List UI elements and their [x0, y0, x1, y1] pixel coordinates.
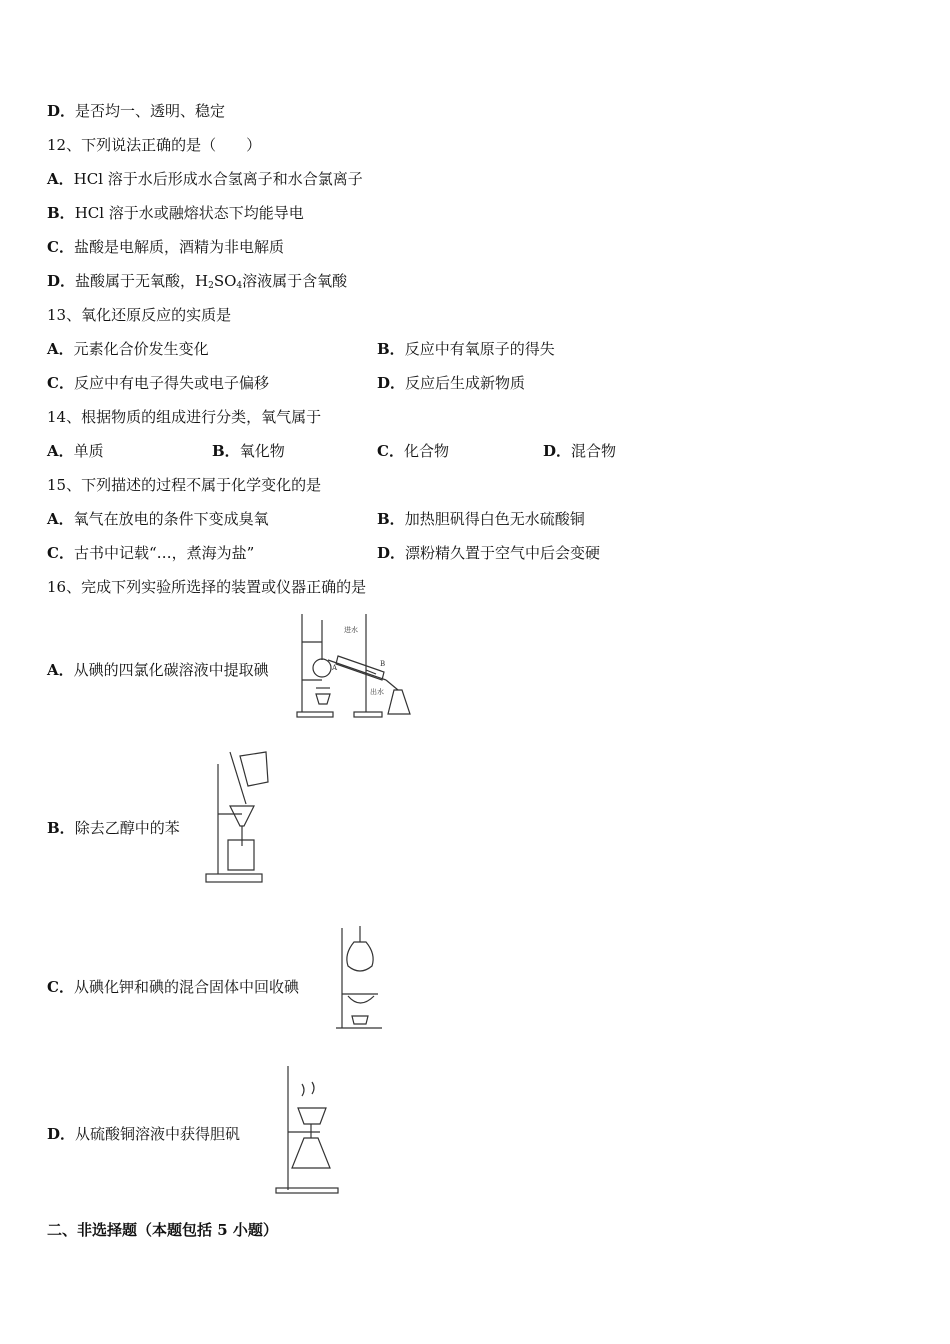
pouring-beaker	[240, 752, 268, 786]
option-label: B．	[47, 204, 75, 222]
funnel	[230, 806, 254, 826]
option-text: 盐酸是电解质，酒精为非电解质	[73, 238, 284, 256]
option-text: HCl 溶于水或融熔状态下均能导电	[74, 204, 304, 222]
option-text: 加热胆矾得白色无水硫酸铜	[404, 510, 585, 528]
option-text: 氧气在放电的条件下变成臭氧	[73, 510, 269, 528]
option-text: 单质	[73, 442, 104, 460]
q14-option-a	[47, 441, 104, 461]
option-label: D．	[543, 442, 572, 460]
option-label: D．	[377, 544, 406, 562]
q13-option-c	[47, 373, 269, 393]
q16-option-b	[47, 818, 180, 838]
option-label: C．	[47, 374, 74, 392]
option-label: B．	[47, 819, 75, 837]
stand-base	[276, 1188, 338, 1193]
option-label: A．	[47, 170, 74, 188]
q13-stem: 13、氧化还原反应的实质是	[47, 306, 232, 324]
option-label: A．	[47, 340, 74, 358]
option-text: 是否均一、透明、稳定	[75, 102, 226, 120]
section-2-title: 二、非选择题（本题包括 5 小题）	[47, 1221, 278, 1239]
water-out-label: 出水	[370, 688, 384, 696]
option-text: 从碘化钾和碘的混合固体中回收碘	[73, 978, 299, 996]
option-text: 从硫酸铜溶液中获得胆矾	[75, 1125, 241, 1143]
option-label: C．	[47, 978, 74, 996]
option-label: B．	[377, 340, 405, 358]
option-label: D．	[47, 272, 76, 290]
q12-option-a	[47, 169, 363, 189]
q14-option-b	[212, 441, 285, 461]
option-label: C．	[377, 442, 404, 460]
option-label: B．	[212, 442, 240, 460]
option-text: 氧化物	[239, 442, 285, 460]
alcohol-lamp	[316, 694, 330, 704]
q12-stem: 12、下列说法正确的是（ ）	[47, 136, 262, 154]
q12-option-d	[47, 271, 347, 296]
q12-option-c	[47, 237, 284, 257]
beaker	[228, 840, 254, 870]
stand-base	[297, 712, 333, 717]
q16-option-a	[47, 660, 269, 680]
option-text: 从碘的四氯化碳溶液中提取碘	[73, 661, 269, 679]
alcohol-lamp	[352, 1016, 368, 1024]
option-label: A．	[47, 442, 74, 460]
option-label: C．	[47, 238, 74, 256]
evaporating-dish	[348, 996, 374, 1003]
subscript: 2	[208, 281, 214, 291]
q15-option-c	[47, 543, 254, 563]
q15-option-b	[377, 509, 585, 529]
glass-rod	[230, 752, 246, 804]
q11-option-d	[47, 101, 225, 121]
q13-option-a	[47, 339, 209, 359]
formula-part: SO	[213, 272, 237, 290]
sublimation-apparatus-figure	[334, 924, 386, 1034]
q15-option-a	[47, 509, 269, 529]
q13-option-d	[377, 373, 525, 393]
option-label: A．	[47, 661, 74, 679]
q14-option-d	[543, 441, 616, 461]
option-text: 元素化合价发生变化	[73, 340, 209, 358]
q14-stem: 14、根据物质的组成进行分类，氧气属于	[47, 408, 322, 426]
option-text: HCl 溶于水后形成水合氢离子和水合氯离子	[73, 170, 363, 188]
option-text: 除去乙醇中的苯	[74, 819, 180, 837]
option-text: 盐酸属于无氧酸，H	[75, 272, 209, 290]
q16-option-d	[47, 1124, 240, 1144]
filtration-apparatus-figure	[204, 746, 276, 886]
option-label: C．	[47, 544, 74, 562]
option-text: 反应后生成新物质	[405, 374, 526, 392]
option-label: D．	[377, 374, 406, 392]
conical-flask	[388, 690, 410, 714]
option-text-tail: 溶液属于含氧酸	[242, 272, 348, 290]
stand-base	[206, 874, 262, 882]
option-text: 古书中记载“…，煮海为盐”	[73, 544, 255, 562]
evaporation-apparatus-figure	[270, 1064, 342, 1196]
stand-base-2	[354, 712, 382, 717]
water-in-label: 进水	[344, 626, 358, 634]
steam-mark	[302, 1084, 304, 1096]
lamp-flask	[292, 1138, 330, 1168]
option-label: A．	[47, 510, 74, 528]
option-text: 反应中有氧原子的得失	[404, 340, 555, 358]
option-text: 反应中有电子得失或电子偏移	[73, 374, 269, 392]
q15-option-d	[377, 543, 600, 563]
subscript: 4	[236, 281, 243, 291]
evaporating-dish	[298, 1108, 326, 1124]
mark-b-label: B	[380, 660, 386, 668]
option-label: D．	[47, 1125, 76, 1143]
q16-stem: 16、完成下列实验所选择的装置或仪器正确的是	[47, 578, 367, 596]
q12-option-b	[47, 203, 304, 223]
q14-option-c	[377, 441, 449, 461]
q13-option-b	[377, 339, 555, 359]
q16-option-c	[47, 977, 299, 997]
mark-a-label: A	[332, 664, 338, 672]
distillation-apparatus-figure	[294, 612, 416, 720]
option-label: B．	[377, 510, 405, 528]
option-label: D．	[47, 102, 76, 120]
distilling-flask	[313, 659, 331, 677]
option-text: 化合物	[403, 442, 449, 460]
option-text: 混合物	[571, 442, 617, 460]
option-text: 漂粉精久置于空气中后会变硬	[405, 544, 601, 562]
q15-stem: 15、下列描述的过程不属于化学变化的是	[47, 476, 322, 494]
round-flask	[347, 942, 373, 971]
